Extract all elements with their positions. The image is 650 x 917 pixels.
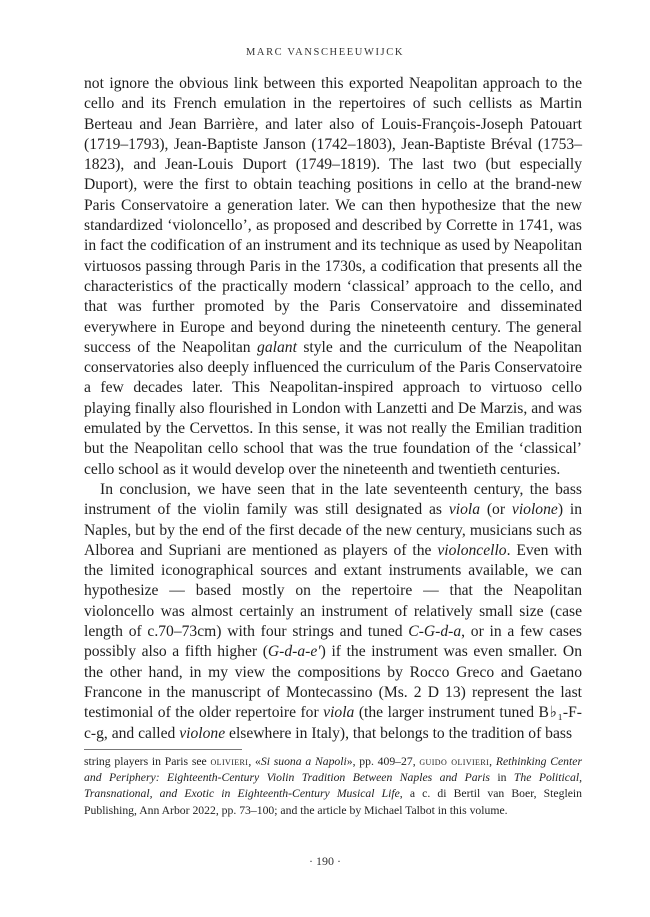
text-run: , a c. di Bertil van Boer, Steglein Publishing, Ann Arbor 2022, pp. 73–100; and the article by Michael Talbot in this volume. xyxy=(84,787,582,817)
italic-term: violone xyxy=(511,501,558,519)
italic-term: viola xyxy=(448,501,481,519)
italic-term: galant xyxy=(257,338,297,356)
main-text xyxy=(84,74,582,744)
italic-title: Si suona a Napoli xyxy=(260,755,347,768)
text-run: , or in a few cases possibly also a fifth higher ( xyxy=(84,623,582,661)
text-run: , « xyxy=(248,755,261,768)
text-run: », pp. 409–27, xyxy=(346,755,420,768)
text-run: (the larger instrument tuned B♭₁-F-c-g, and called xyxy=(84,704,582,742)
italic-term: G-d-a-e′ xyxy=(267,643,321,661)
text-run: In conclusion, we have seen that in the late seventeenth century, the bass instrument of the violin family was still designated as xyxy=(84,480,582,519)
page-number: · 190 · xyxy=(309,854,341,868)
text-run: style and the curriculum of the Neapolitan conservatories also deeply influenced the curriculum of the Paris Conservatoire a few decades later. This Neapolitan-inspired approach to virtuoso cello playing finally also flourished in London with Lanzetti and De Marzis, and was emulated by the Cervettos. In this sense, it was not really the Emilian tradition but the Neapolitan cello school that was the true foundation of the ‘classical’ cello school as it would develop over the nineteenth and twentieth centuries. xyxy=(84,338,582,478)
paragraph-1 xyxy=(84,74,582,480)
text-run: ) in Naples, but by the end of the first decade of the new century, musicians such as Alborea and Supriani are mentioned as players of the xyxy=(84,501,582,559)
text-run: ) if the instrument was even smaller. On the other hand, in my view the compositions by Rocco Greco and Gaetano Francone in the manuscript of Montecassino (Ms. 2 D 13) represent the last testimonial of the older repertoire for xyxy=(84,643,582,722)
italic-title: The Political, Transnational, and Exotic in Eighteenth-Century Musical Life xyxy=(84,771,582,801)
italic-term: violoncello xyxy=(437,541,507,559)
text-run: string players in Paris see xyxy=(84,755,211,768)
author-name: guido olivieri xyxy=(419,755,490,768)
text-run: . Even with the limited iconographical sources and extant instruments available, we can hypothesize — based mostly on the repertoire — that the Neapolitan violoncello was almost certainly an instrument of relatively small size (case length of c.70–73cm) with four strings and tuned xyxy=(84,541,582,641)
running-head: MARC VANSCHEEUWIJCK xyxy=(245,47,405,58)
italic-term: C-G-d-a xyxy=(408,623,462,641)
text-run: elsewhere in Italy), that belongs to the tradition of bass xyxy=(225,724,573,742)
footnote-divider xyxy=(84,749,242,750)
italic-term: violone xyxy=(179,724,226,742)
text-run: not ignore the obvious link between this exported Neapolitan approach to the cello and its French emulation in the repertoires of such cellists as Martin Berteau and Jean Barrière, and later also of Louis-François-Joseph Patouart (1719–1793), Jean-Baptiste Janson (1742–1803), Jean-Baptiste Bréval (1753–1823), and Jean-Louis Duport (1749–1819). The last two (but especially Duport), were the first to obtain teaching positions in cello at the brand-new Paris Conservatoire a generation later. We can then hypothesize that the new standardized ‘violoncello’, as proposed and described by Corrette in 1741, was in fact the codification of an instrument and its technique as used by Neapolitan virtuosos passing through Paris in the 1730s, a codification that presents all the characteristics of the practically modern ‘classical’ approach to the cello, and that was further promoted by the Paris Conservatoire and disseminated everywhere in Europe and beyond during the nineteenth century. The general success of the Neapolitan xyxy=(84,75,582,356)
paragraph-2 xyxy=(84,480,582,744)
italic-term: viola xyxy=(323,704,355,722)
italic-title: Rethinking Center and Periphery: Eighteenth-Century Violin Tradition Between Naples and Paris xyxy=(84,755,583,785)
author-name: olivieri xyxy=(210,755,249,768)
text-run: , xyxy=(489,755,496,768)
text-run: (or xyxy=(480,501,512,519)
text-run: in xyxy=(489,771,514,785)
footnote xyxy=(84,754,582,819)
